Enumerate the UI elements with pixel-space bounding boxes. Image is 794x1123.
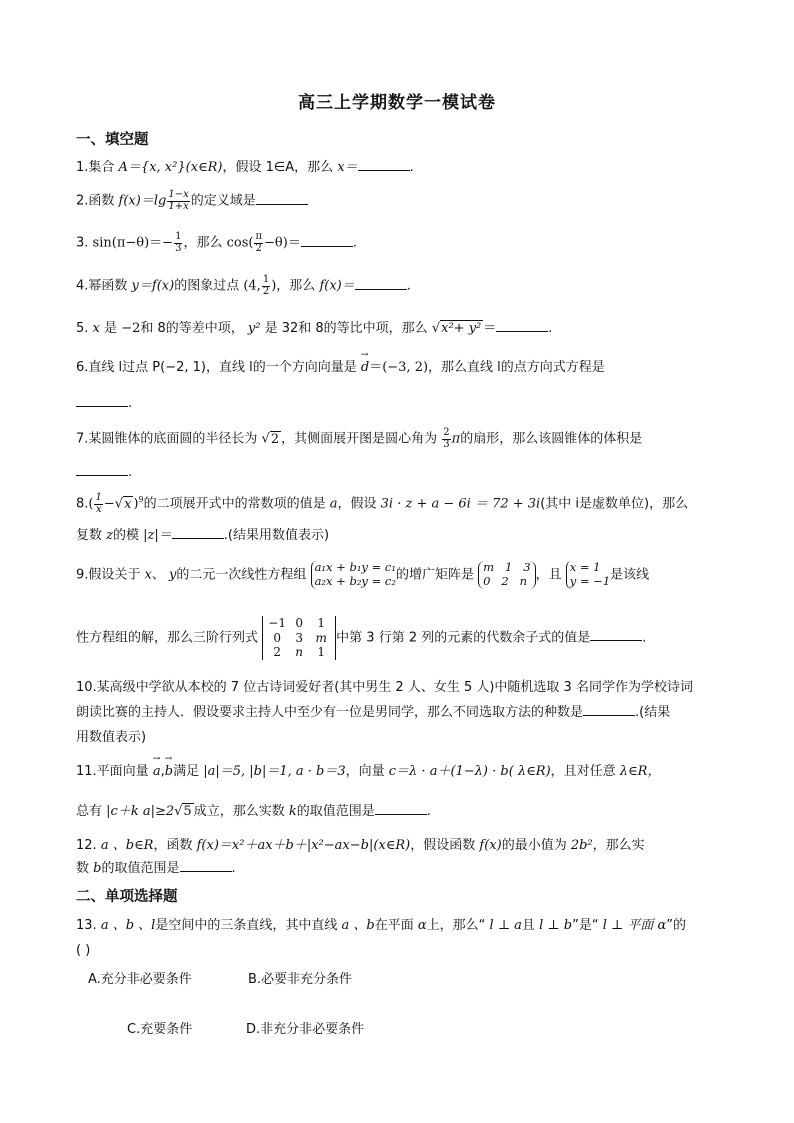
q3-denominator: 3 (175, 242, 182, 254)
section-single-choice: 二、单项选择题 (76, 889, 178, 905)
question-13-bracket: ( ) (76, 943, 91, 958)
answer-blank[interactable] (256, 194, 308, 205)
q12-text-6: 的取值范围是 (101, 861, 180, 876)
q6-text: 6.直线 l过点 P(−2, 1)，直线 l的一个方向向量是 (76, 360, 357, 375)
q4-numerator: 1 (262, 274, 270, 285)
q9-y: y (169, 567, 177, 583)
answer-blank[interactable] (590, 630, 642, 641)
sqrt-symbol: √ (261, 431, 270, 447)
q13-prefix: 13. (76, 918, 97, 933)
q9-text-6: 性方程组的解，那么三阶行列式 (76, 630, 259, 646)
question-4 (76, 275, 726, 297)
question-8-line-2 (76, 528, 726, 544)
q12-text-5: 数 (76, 861, 90, 876)
q8-paren-open: ( (88, 496, 94, 512)
q3-cos-tail: −θ)＝ (264, 235, 301, 251)
question-9 (76, 561, 726, 589)
q4-fraction (262, 275, 270, 297)
section-fill-in-blank: 一、填空题 (76, 132, 149, 148)
q6-question: ，那么直线 l的点方向式方程是 (428, 360, 605, 375)
q4-function: y＝f(x) (131, 278, 175, 294)
q13-text-5: ”是“ (572, 918, 599, 933)
q13-plane: α (417, 918, 427, 933)
q9-x: x (144, 567, 152, 583)
q8-paren-close: ) (133, 496, 139, 512)
q3-fraction-2 (254, 232, 263, 254)
q13-cond-2: l ⊥ b (539, 918, 573, 933)
q11-text-6: 成立，那么实数 (193, 804, 285, 819)
q12-fx: f(x) (479, 838, 502, 853)
q11-text-3: ，向量 (345, 764, 385, 779)
question-1 (76, 160, 726, 176)
q3-numerator: 1 (175, 231, 182, 242)
q11-radicand: 5 (183, 804, 192, 819)
q12-text-2: ，假设函数 (410, 838, 476, 853)
q9-determinant (262, 616, 336, 660)
q1-prefix: 1.集合 (76, 160, 115, 175)
q4-text: 的图象过点 (174, 278, 240, 294)
q4-target: f(x)＝ (319, 278, 355, 294)
q8-text-5: 的模 (113, 528, 140, 543)
q8-text-4: 复数 (76, 528, 103, 543)
page-title: 高三上学期数学一模试卷 (298, 93, 496, 113)
q12-text-4: ，那么实 (592, 838, 645, 853)
q12-vars: a 、b∈R (100, 838, 154, 853)
q3-end: . (352, 235, 357, 251)
option-b[interactable]: B.必要非充分条件 (248, 972, 353, 987)
q9-matrix-row-2: 0 2 n (483, 573, 528, 588)
q4-prefix: 4.幂函数 (76, 278, 128, 294)
q8-denominator: x (95, 503, 102, 515)
q8-equation: 3i · z + a − 6i ＝ 72 + 3i (380, 496, 541, 512)
q10-text-3: .(结果 (635, 705, 671, 720)
det-row-1 (266, 616, 332, 631)
q8-fraction (94, 493, 102, 515)
q8-exponent: 9 (138, 495, 144, 505)
q10-text-2: 朗读比赛的主持人．假设要求主持人中至少有一位是男同学，那么不同选取方法的种数是 (76, 705, 584, 720)
q8-minus: − (103, 496, 115, 512)
q4-point-close: ) (271, 278, 277, 294)
q7-radicand: 2 (270, 431, 280, 447)
det-cell: 1 (317, 645, 325, 660)
q11-lambda: λ∈R， (619, 764, 661, 779)
q1-target: x＝ (337, 160, 358, 175)
q12-min: 2b² (570, 838, 593, 853)
q5-text-2: 和 8的等差中项， (140, 321, 244, 336)
question-11: 11.平面向量 → a,→ b满足 |a|＝5, |b|＝1, a · b＝3，向量 c＝λ · a＋(1−λ) · b( λ∈R)，且对任意 λ∈R， (76, 764, 726, 780)
q3-prefix: 3. (76, 235, 89, 251)
q13-text-3: 上，那么“ (426, 918, 486, 933)
q5-end: . (548, 321, 553, 336)
q1-set-expression: A＝{x, x²}(x∈R) (118, 160, 223, 175)
option-c[interactable]: C.充要条件 (127, 1022, 193, 1037)
q2-numerator: 1−x (168, 189, 189, 200)
q12-b: b (93, 861, 102, 876)
q9-text-1: 9.假设关于 (76, 567, 141, 583)
q9-solution-1: x = 1 (569, 560, 601, 574)
q9-system (311, 561, 396, 589)
q7-text-1: 7.某圆锥体的底面圆的半径长为 (76, 431, 258, 447)
answer-blank[interactable] (583, 705, 635, 716)
q11-vector-c: c＝λ · a＋(1−λ) · b( λ∈R) (388, 764, 551, 779)
answer-blank[interactable] (375, 804, 427, 815)
q4-end: . (406, 278, 411, 294)
q8-z: z (106, 528, 114, 543)
q12-function: f(x)＝x²＋ax＋b＋|x²−ax−b|(x∈R) (196, 838, 411, 853)
det-cell: 0 (295, 616, 303, 630)
q13-plane-2: α (657, 918, 667, 933)
question-6 (76, 360, 726, 376)
q9-text-7: 中第 3 行第 2 列的元素的代数余子式的值是 (336, 630, 591, 646)
q12-end: . (231, 861, 236, 876)
q11-vector-b: → b (165, 764, 173, 780)
q5-radicand: x²+ y² (441, 321, 482, 336)
det-row-2 (266, 631, 332, 646)
q7-numerator: 2 (443, 427, 450, 438)
q6-end: . (128, 396, 133, 411)
sqrt-symbol: √ (174, 804, 183, 819)
q5-text-3: 是 32和 8的等比中项，那么 (264, 321, 428, 336)
q11-vector-a: → a (153, 764, 161, 780)
q9-text-3: 的增广矩阵是 (395, 567, 474, 583)
answer-blank[interactable] (301, 236, 353, 247)
q2-fraction (167, 190, 189, 212)
answer-blank[interactable] (180, 861, 232, 872)
det-cell: 1 (317, 616, 325, 630)
option-d[interactable]: D.非充分非必要条件 (246, 1022, 365, 1037)
q2-function: f(x)＝lg (118, 193, 167, 209)
question-7 (76, 428, 726, 450)
q3-numerator-2: π (255, 231, 263, 242)
q11-text-2: 满足 (173, 764, 200, 779)
answer-blank[interactable] (496, 321, 548, 332)
q8-text-1: 的二项展开式中的常数项的值是 (143, 496, 326, 512)
question-5 (76, 320, 726, 337)
q13-lines: a 、b 、l (100, 918, 156, 933)
q3-denominator-2: 2 (255, 242, 262, 254)
q9-matrix-row-1: m 1 3 (483, 560, 531, 574)
q7-pi: π (451, 431, 461, 447)
q11-inequality: |c＋k a|≥2 (106, 804, 175, 819)
q11-k: k (288, 804, 297, 819)
question-9-line-2 (76, 616, 726, 660)
q8-modulus: |z|＝ (143, 528, 172, 543)
question-12 (76, 838, 726, 854)
sqrt-symbol: √ (431, 321, 441, 336)
q5-x: x (92, 321, 100, 336)
det-cell: 0 (273, 630, 281, 645)
q8-text-2: ，假设 (337, 496, 377, 512)
q9-equation-2: a₂x + b₂y = c₂ (314, 573, 396, 588)
q2-prefix: 2.函数 (76, 193, 115, 209)
question-10-line-2 (76, 705, 726, 721)
q1-condition: ，假设 1∈A，那么 (222, 160, 334, 175)
q1-end: . (409, 160, 414, 175)
q7-denominator: 3 (443, 438, 450, 450)
q8-text-3: (其中 i是虚数单位)，那么 (540, 496, 689, 512)
det-cell: m (315, 630, 327, 645)
question-10: 10.某高级中学欲从本校的 7 位古诗词爱好者(其中男生 2 人、女生 5 人)中随机选取 3 名同学作为学校诗词 (76, 680, 693, 695)
q11-text-1: 11.平面向量 (76, 764, 149, 779)
q7-text-2: ，其侧面展开图是圆心角为 (281, 431, 438, 447)
q3-fraction (174, 232, 182, 254)
q9-solution (566, 561, 610, 589)
question-13 (76, 918, 726, 934)
question-10-line-3: 用数值表示) (76, 730, 147, 745)
q2-denominator: 1+x (168, 200, 189, 212)
q11-conditions: |a|＝5, |b|＝1, a · b＝3 (203, 764, 346, 779)
answer-blank[interactable] (355, 279, 407, 290)
q5-text-1: 是 (104, 321, 118, 336)
answer-blank[interactable] (358, 160, 410, 171)
q7-fraction (442, 428, 450, 450)
q9-text-2: 的二元一次线性方程组 (176, 567, 307, 583)
q11-text-4: ，且对任意 (550, 764, 616, 779)
q13-text-1: 是空间中的三条直线，其中直线 (155, 918, 338, 933)
q11-end: . (426, 804, 431, 819)
question-3 (76, 232, 726, 254)
q8-numerator: 1 (95, 492, 102, 503)
q5-prefix: 5. (76, 321, 89, 336)
q8-radicand: x (124, 496, 132, 512)
q12-text-3: 的最小值为 (501, 838, 567, 853)
question-7-line-2 (76, 465, 726, 481)
q6-vector-value: ＝(−3, 2) (369, 360, 429, 375)
q7-question: 的扇形，那么该圆锥体的体积是 (460, 431, 643, 447)
answer-blank[interactable] (76, 396, 128, 407)
q8-a: a (329, 496, 338, 512)
q3-cos-expression: cos( (226, 235, 254, 251)
q4-then: ，那么 (276, 278, 316, 294)
q2-question: 的定义域是 (190, 193, 256, 209)
q9-end: . (642, 630, 647, 646)
det-row-3 (266, 645, 332, 660)
question-11-line-2 (76, 803, 726, 820)
question-12-line-2 (76, 861, 726, 877)
q12-text-1: ，函数 (153, 838, 193, 853)
question-2 (76, 190, 726, 212)
q13-cond-1: l ⊥ a (489, 918, 522, 933)
q9-text-5: 是该线 (610, 567, 650, 583)
q8-prefix: 8. (76, 496, 89, 512)
sqrt-symbol: √ (114, 496, 124, 512)
question-8 (76, 493, 726, 515)
q13-lines-ab: a 、b (341, 918, 375, 933)
q11-text-5: 总有 (76, 804, 103, 819)
q9-equation-1: a₁x + b₁y = c₁ (314, 560, 396, 574)
q6-direction-vector: → d (361, 360, 369, 376)
det-cell: 3 (295, 630, 303, 645)
q9-text-4: ，且 (535, 567, 562, 583)
q5-y-squared: y² (247, 321, 261, 336)
q3-sin-expression: sin(π−θ)＝− (92, 235, 174, 251)
option-a[interactable]: A.充分非必要条件 (88, 972, 192, 987)
q8-text-6: .(结果用数值表示) (223, 528, 330, 543)
answer-blank[interactable] (76, 465, 128, 476)
q11-text-7: 的取值范围是 (296, 804, 375, 819)
det-cell: −1 (268, 616, 286, 630)
q13-text-6: ”的 (666, 918, 687, 933)
q3-then: ，那么 (183, 235, 223, 251)
q12-prefix: 12. (76, 838, 97, 853)
q4-point: (4, (243, 278, 261, 294)
q5-value: −2 (121, 321, 141, 336)
q13-text-2: 在平面 (374, 918, 414, 933)
question-6-line-2 (76, 396, 726, 412)
q4-denominator: 2 (262, 285, 270, 297)
q13-cond-3: l ⊥ 平面 (602, 918, 654, 933)
q9-sep: 、 (151, 567, 165, 583)
det-cell: 2 (273, 645, 281, 660)
det-cell: n (295, 645, 304, 660)
q5-equals: ＝ (483, 321, 497, 336)
q7-end: . (128, 465, 133, 480)
answer-blank[interactable] (172, 528, 224, 539)
q13-text-4: 且 (521, 918, 535, 933)
q9-augmented-matrix (478, 561, 535, 589)
q9-solution-2: y = −1 (569, 573, 611, 588)
